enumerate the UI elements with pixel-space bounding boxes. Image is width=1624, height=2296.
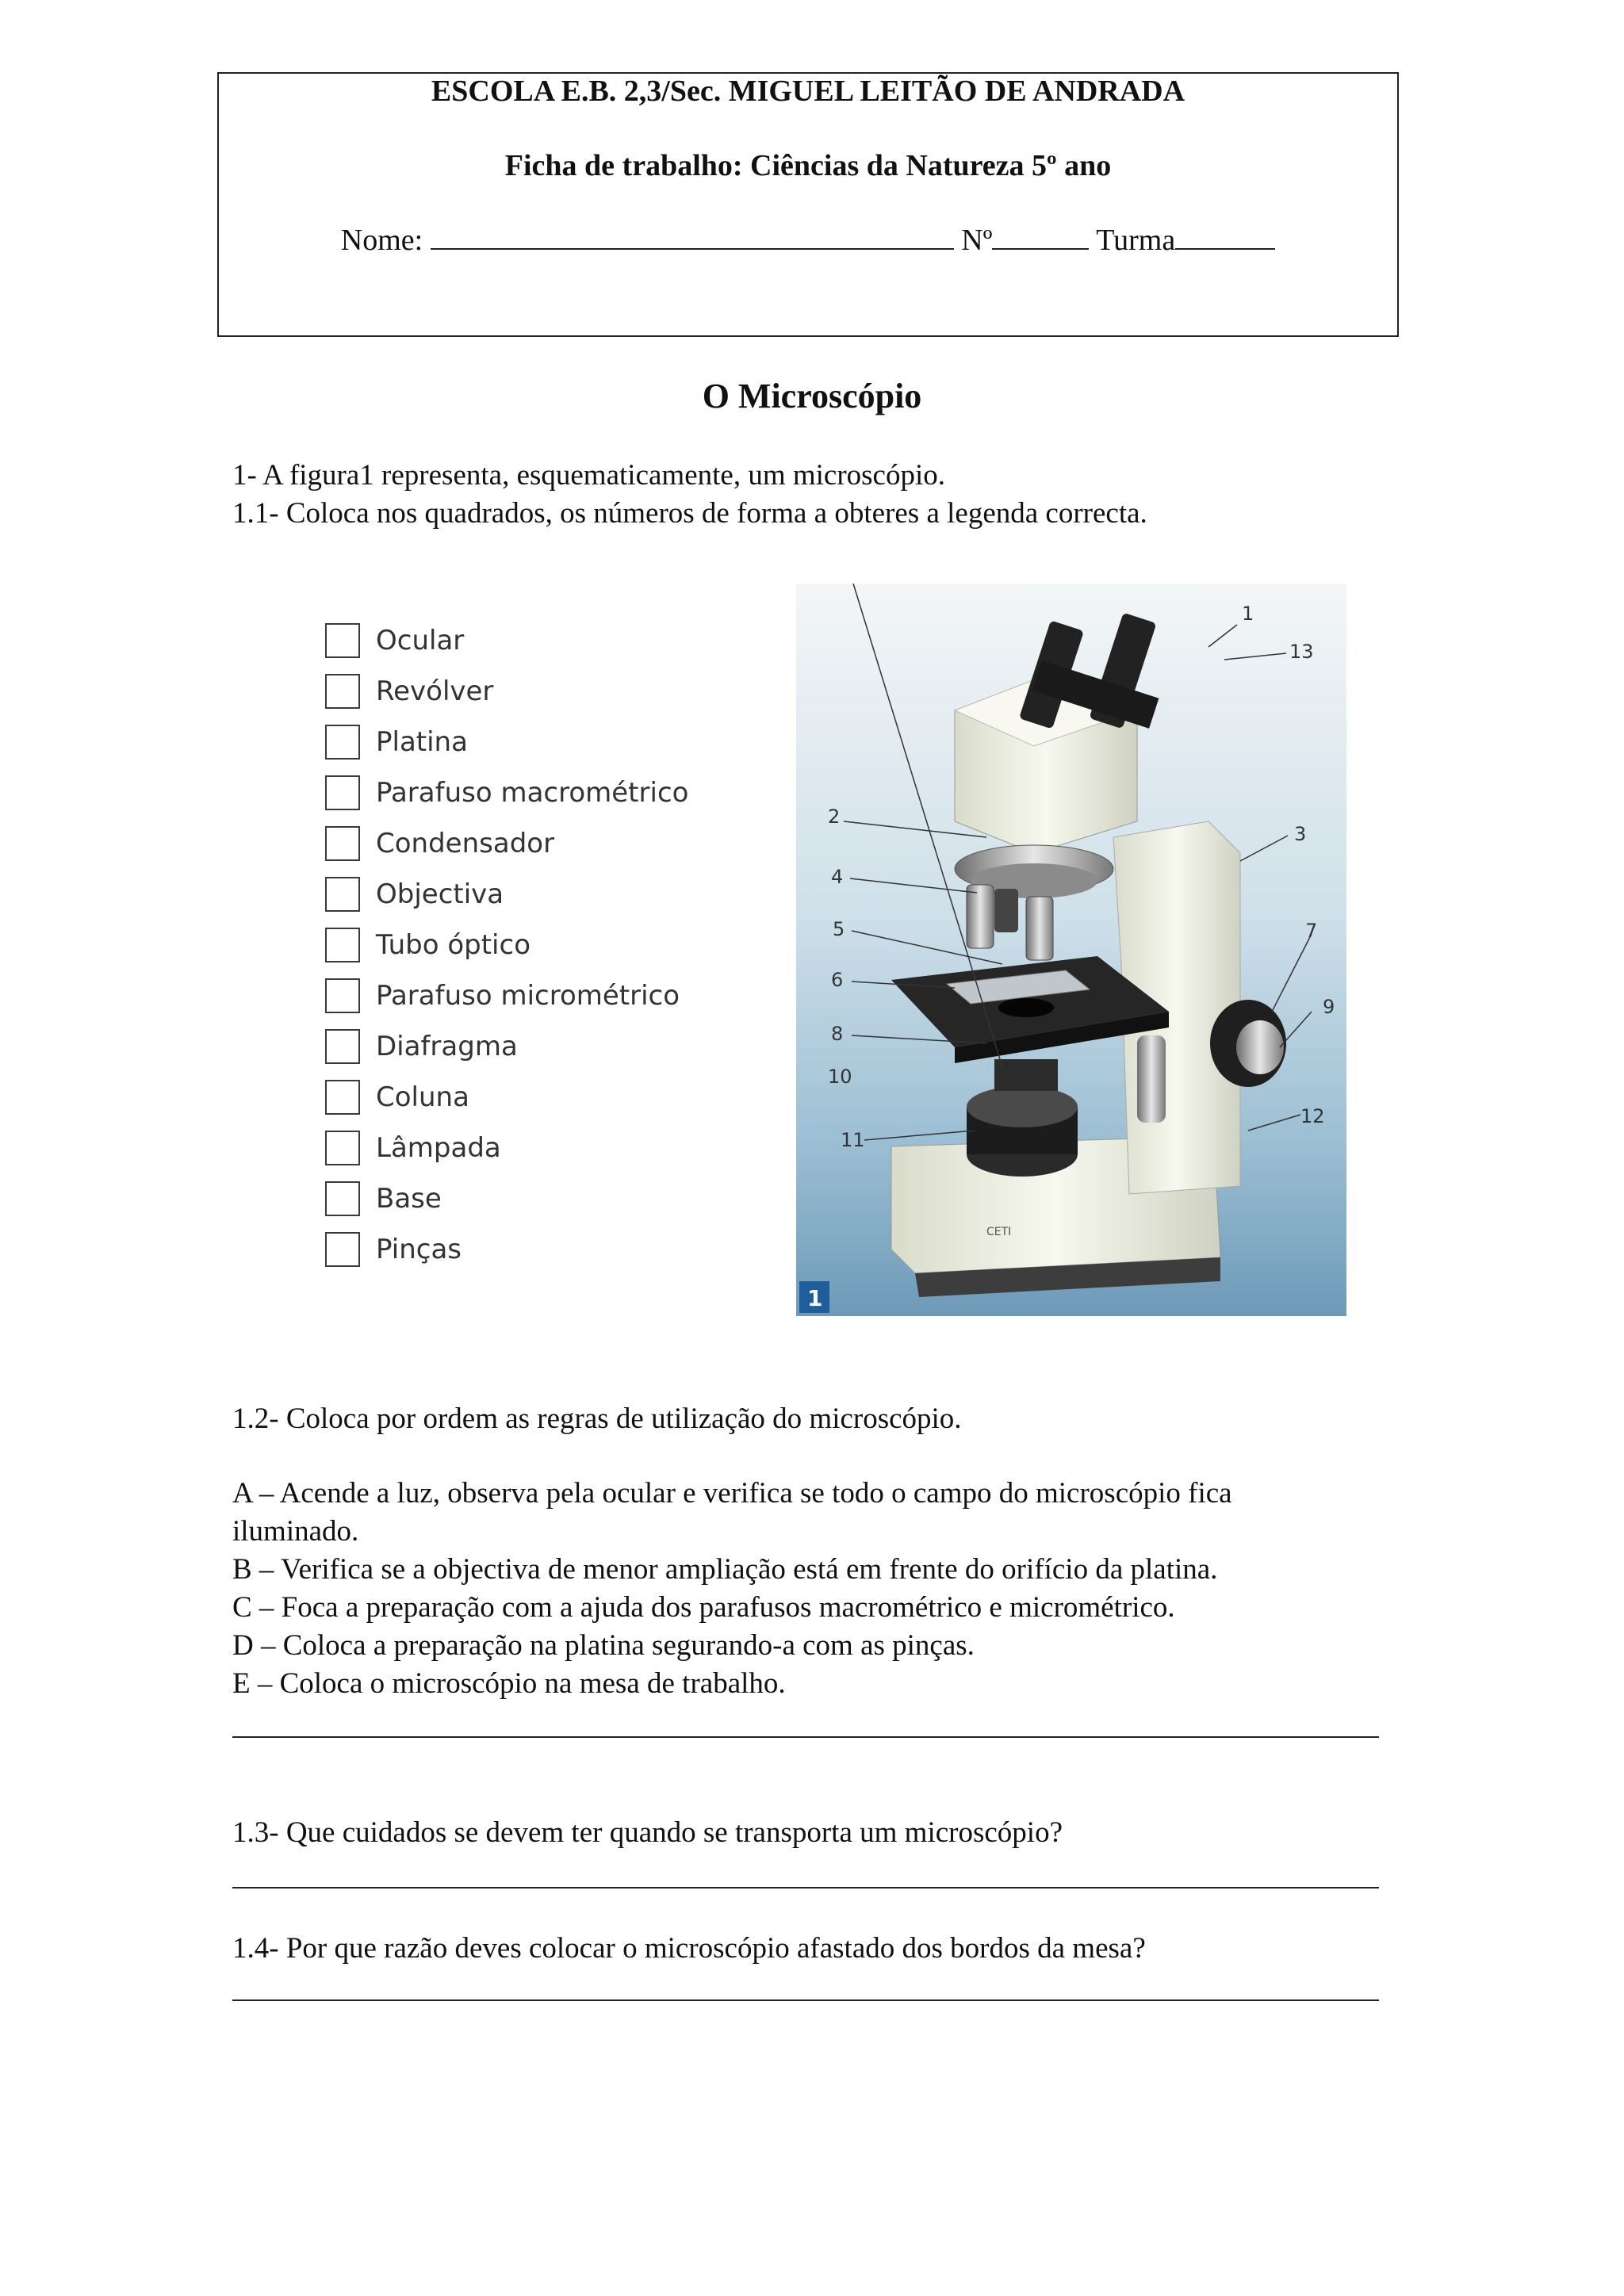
callout-1: 1	[1242, 603, 1254, 625]
legend-label: Revólver	[376, 675, 494, 707]
question-1-3: 1.3- Que cuidados se devem ter quando se transporta um microscópio?	[232, 1816, 1063, 1849]
legend-item	[325, 1026, 722, 1066]
question-1-1: 1.1- Coloca nos quadrados, os números de forma a obteres a legenda correcta.	[232, 497, 1147, 530]
worksheet-title: Ficha de trabalho: Ciências da Natureza 5º ano	[504, 149, 1112, 182]
page-title: O Microscópio	[702, 377, 922, 415]
answer-checkbox[interactable]	[325, 674, 360, 709]
legend-item	[325, 1127, 722, 1167]
callout-3: 3	[1294, 823, 1307, 845]
callout-7: 7	[1305, 920, 1318, 942]
rule-c: C – Foca a preparação com a ajuda dos parafusos macrométrico e micrométrico.	[232, 1591, 1175, 1624]
answer-checkbox[interactable]	[325, 1131, 360, 1165]
legend-item	[325, 1178, 722, 1218]
microscope-figure	[796, 584, 1346, 1316]
header-box	[217, 72, 1399, 337]
legend-item	[325, 1077, 722, 1116]
rule-a-continued: iluminado.	[232, 1515, 359, 1548]
callout-8: 8	[831, 1023, 844, 1045]
callout-5: 5	[833, 918, 845, 940]
answer-line[interactable]	[232, 1999, 1379, 2001]
number-field[interactable]	[992, 221, 1089, 250]
answer-checkbox[interactable]	[325, 826, 360, 861]
question-1-intro: 1- A figura1 representa, esquematicamente, um microscópio.	[232, 459, 946, 492]
number-label: Nº	[961, 224, 993, 257]
callout-6: 6	[831, 969, 844, 991]
legend-label: Pinças	[376, 1234, 462, 1265]
callout-2: 2	[828, 806, 841, 828]
answer-checkbox[interactable]	[325, 623, 360, 658]
student-info-row	[219, 221, 1397, 258]
legend-item	[325, 823, 722, 863]
school-name: ESCOLA E.B. 2,3/Sec. MIGUEL LEITÃO DE ANDRADA	[431, 75, 1185, 108]
callout-13: 13	[1289, 641, 1314, 663]
callout-11: 11	[841, 1129, 865, 1151]
answer-checkbox[interactable]	[325, 1181, 360, 1216]
rule-e: E – Coloca o microscópio na mesa de trabalho.	[232, 1667, 786, 1700]
microscope-illustration	[796, 584, 1346, 1316]
legend-item	[325, 772, 722, 812]
legend-item	[325, 671, 722, 710]
legend-item	[325, 1229, 722, 1269]
answer-checkbox[interactable]	[325, 928, 360, 962]
answer-checkbox[interactable]	[325, 877, 360, 912]
legend-label: Objectiva	[376, 878, 504, 910]
answer-checkbox[interactable]	[325, 1080, 360, 1115]
question-1-2: 1.2- Coloca por ordem as regras de utilização do microscópio.	[232, 1402, 962, 1435]
legend-label: Parafuso macrométrico	[376, 777, 689, 809]
brand-label: CETI	[986, 1226, 1012, 1238]
answer-line[interactable]	[232, 1887, 1379, 1888]
question-1-4: 1.4- Por que razão deves colocar o microscópio afastado dos bordos da mesa?	[232, 1932, 1146, 1965]
legend-label: Lâmpada	[376, 1132, 501, 1164]
legend-label: Tubo óptico	[376, 929, 531, 961]
answer-checkbox[interactable]	[325, 725, 360, 760]
rule-d: D – Coloca a preparação na platina segurando-a com as pinças.	[232, 1629, 975, 1662]
callout-9: 9	[1323, 996, 1335, 1018]
legend-label: Base	[376, 1183, 442, 1215]
rule-a: A – Acende a luz, observa pela ocular e verifica se todo o campo do microscópio fica	[232, 1477, 1232, 1510]
legend-label: Ocular	[376, 625, 465, 656]
legend-item	[325, 620, 722, 660]
legend-label: Parafuso micrométrico	[376, 980, 680, 1012]
name-field[interactable]	[431, 221, 954, 250]
answer-checkbox[interactable]	[325, 1232, 360, 1267]
class-label: Turma	[1096, 224, 1176, 257]
callout-10: 10	[828, 1066, 852, 1088]
legend-item	[325, 721, 722, 761]
legend-item	[325, 924, 722, 964]
rule-b: B – Verifica se a objectiva de menor ampliação está em frente do orifício da platina.	[232, 1553, 1218, 1586]
callout-4: 4	[831, 866, 844, 888]
legend-label: Platina	[376, 726, 468, 758]
answer-line[interactable]	[232, 1736, 1379, 1738]
name-label: Nome:	[340, 224, 423, 257]
answer-checkbox[interactable]	[325, 1029, 360, 1064]
callout-12: 12	[1300, 1105, 1325, 1127]
legend-label: Diafragma	[376, 1031, 518, 1062]
legend-item	[325, 874, 722, 913]
legend-item	[325, 975, 722, 1015]
answer-checkbox[interactable]	[325, 978, 360, 1013]
legend-label: Condensador	[376, 828, 555, 859]
figure-number: 1	[807, 1285, 823, 1311]
class-field[interactable]	[1175, 221, 1275, 250]
legend-label: Coluna	[376, 1081, 469, 1113]
answer-checkbox[interactable]	[325, 775, 360, 810]
